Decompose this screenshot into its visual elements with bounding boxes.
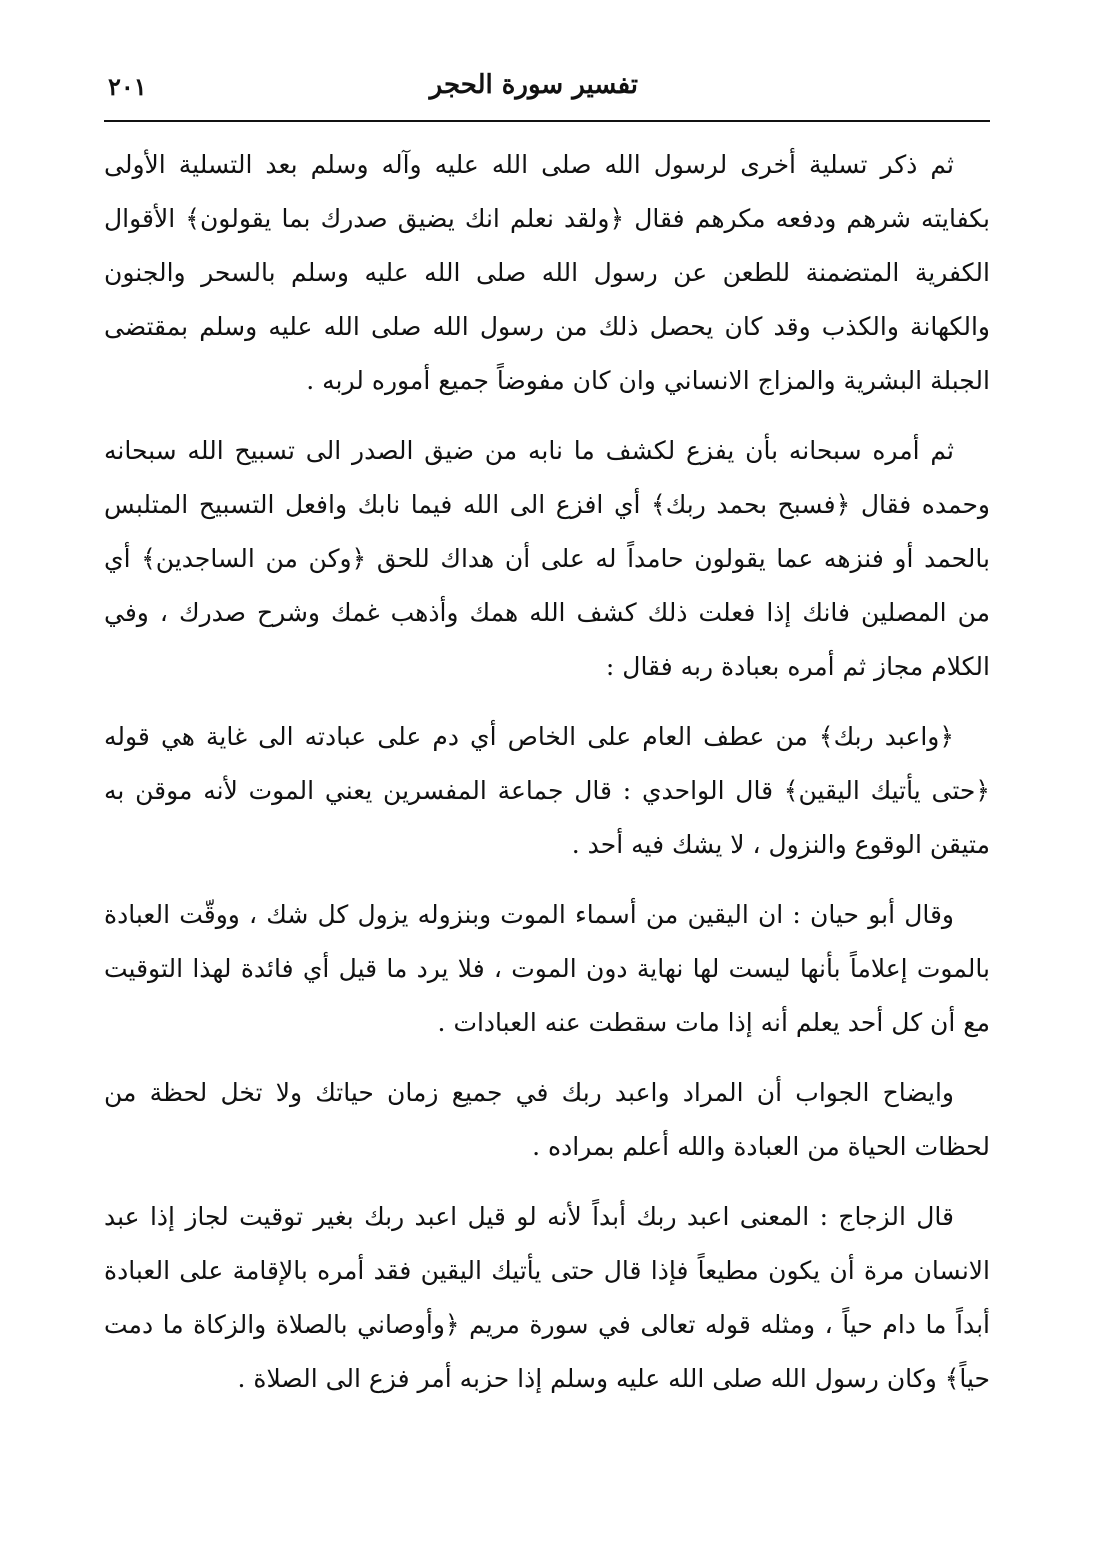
running-title: تفسير سورة الحجر [429, 70, 638, 100]
paragraph-4: وقال أبو حيان : ان اليقين من أسماء الموت وبنزوله يزول كل شك ، ووقّت العبادة بالموت إعلاماً بأنها ليست لها نهاية دون الموت ، فلا يرد ما قيل أي فائدة لهذا التوقيت مع أن كل أحد يعلم أنه إذا مات سقطت عنه العبادات . [104, 900, 990, 1037]
page-number: ٢٠١ [108, 72, 147, 101]
paragraph-2: ثم أمره سبحانه بأن يفزع لكشف ما نابه من ضيق الصدر الى تسبيح الله سبحانه وحمده فقال ﴿فسبح بحمد ربك﴾ أي افزع الى الله فيما نابك وافعل التسبيح المتلبس بالحمد أو فنزهه عما يقولون حامداً له على أن هداك للحق ﴿وكن من الساجدين﴾ أي من المصلين فانك إذا فعلت ذلك كشف الله همك وأذهب غمك وشرح صدرك ، وفي الكلام مجاز ثم أمره بعبادة ربه فقال : [104, 436, 990, 681]
paragraph-5: وايضاح الجواب أن المراد واعبد ربك في جميع زمان حياتك ولا تخل لحظة من لحظات الحياة من العبادة والله أعلم بمراده . [104, 1078, 990, 1161]
page-header [104, 66, 990, 114]
body-text [104, 138, 990, 1422]
paragraph-1: ثم ذكر تسلية أخرى لرسول الله صلى الله عليه وآله وسلم بعد التسلية الأولى بكفايته شرهم ودفعه مكرهم فقال ﴿ولقد نعلم انك يضيق صدرك بما يقولون﴾ الأقوال الكفرية المتضمنة للطعن عن رسول الله صلى الله عليه وسلم بالسحر والجنون والكهانة والكذب وقد كان يحصل ذلك من رسول الله صلى الله عليه وسلم بمقتضى الجبلة البشرية والمزاج الانساني وان كان مفوضاً جميع أموره لربه . [104, 150, 990, 395]
paragraph-6: قال الزجاج : المعنى اعبد ربك أبداً لأنه لو قيل اعبد ربك بغير توقيت لجاز إذا عبد الانسان مرة أن يكون مطيعاً فإذا قال حتى يأتيك اليقين فقد أمره بالإقامة على العبادة أبداً ما دام حياً ، ومثله قوله تعالى في سورة مريم ﴿وأوصاني بالصلاة والزكاة ما دمت حياً﴾ وكان رسول الله صلى الله عليه وسلم إذا حزبه أمر فزع الى الصلاة . [104, 1202, 990, 1393]
header-divider [104, 120, 990, 122]
paragraph-3: ﴿واعبد ربك﴾ من عطف العام على الخاص أي دم على عبادته الى غاية هي قوله ﴿حتى يأتيك اليقين﴾ قال الواحدي : قال جماعة المفسرين يعني الموت لأنه موقن به متيقن الوقوع والنزول ، لا يشك فيه أحد . [104, 722, 990, 859]
